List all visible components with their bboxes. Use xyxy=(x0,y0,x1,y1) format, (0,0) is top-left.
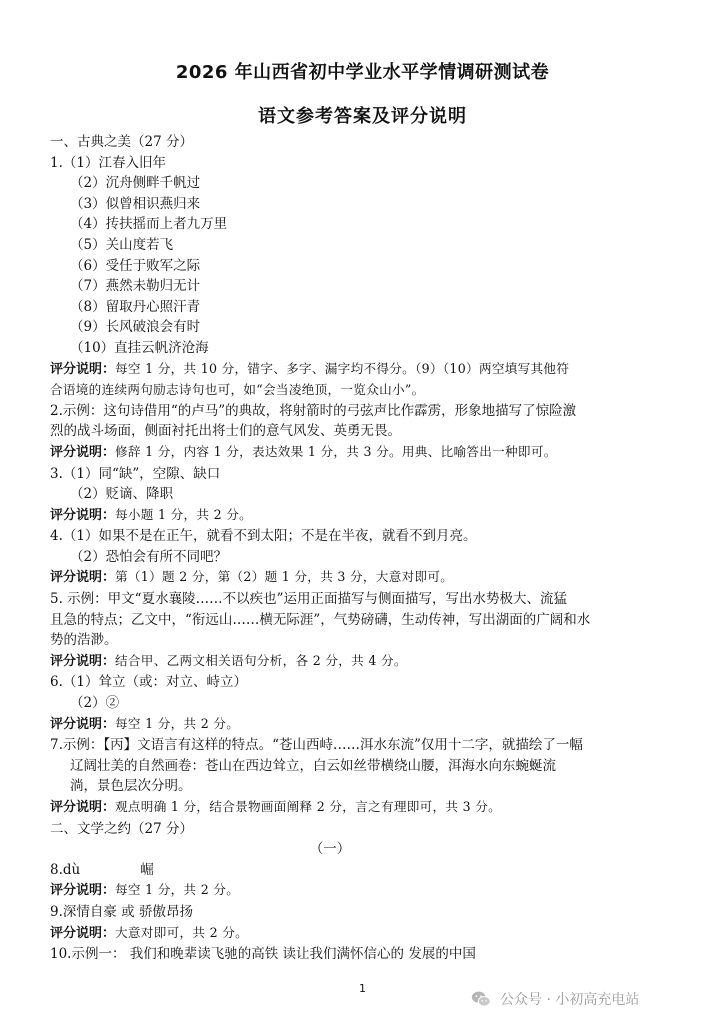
wechat-icon xyxy=(470,988,492,1010)
scoring-note-line xyxy=(50,714,610,736)
answer-line: （2）② xyxy=(70,695,120,712)
scoring-note-label: 评分说明： xyxy=(50,716,116,732)
scoring-note-text: 大意对即可，共 2 分。 xyxy=(115,924,248,940)
answer-line: 6.（1）耸立（或：对立、峙立） xyxy=(50,674,247,691)
answer-line: （9）长风破浪会有时 xyxy=(70,319,201,336)
scoring-note-line xyxy=(50,442,610,464)
scoring-note-label: 评分说明： xyxy=(50,800,116,815)
answer-line: （8）留取丹心照汗青 xyxy=(70,298,201,315)
scoring-note-label: 评分说明： xyxy=(50,883,116,899)
scoring-note-text: 合语境的连续两句励志诗句也可，如“会当凌绝顶，一览众山小”。 xyxy=(50,382,425,398)
scoring-note-text: 观点明确 1 分，结合景物画面阐释 2 分，言之有理即可，共 3 分。 xyxy=(115,799,502,814)
scoring-note-label: 评分说明： xyxy=(50,507,116,523)
answer-text: 8.dù xyxy=(50,861,81,878)
scoring-note-label: 评分说明： xyxy=(50,361,116,377)
scoring-note-text: 每小题 1 分，共 2 分。 xyxy=(115,506,253,522)
answer-text: 崛 xyxy=(140,861,154,878)
watermark-text: 公众号 · 小初高充电站 xyxy=(500,992,640,1008)
answer-line: 2.示例：这句诗借用“的卢马”的典故，将射箭时的弓弦声比作霹雳，形象地描写了惊险激 xyxy=(50,402,577,419)
answer-line: 二、文学之约（27 分） xyxy=(50,820,193,837)
scoring-note-line xyxy=(50,797,610,819)
answer-line: （5）关山度若飞 xyxy=(70,236,174,253)
document-title: 2026 年山西省初中学业水平学情调研测试卷 xyxy=(175,62,550,83)
answer-line: 10.示例一： 我们和晚辈读飞驰的高铁 读让我们满怀信心的 发展的中国 xyxy=(50,946,476,963)
scoring-note-label: 评分说明： xyxy=(50,653,116,669)
answer-line: 势的浩渺。 xyxy=(50,632,118,649)
answer-line: 淌，景色层次分明。 xyxy=(70,778,192,795)
answer-line: （2）恐怕会有所不同吧？ xyxy=(70,548,228,565)
answer-line: （7）燕然未勒归无计 xyxy=(70,278,201,295)
page-number: 1 xyxy=(359,982,366,995)
scoring-note-line xyxy=(50,359,610,381)
answer-line: （4）抟扶摇而上者九万里 xyxy=(70,216,228,233)
scoring-note-label: 评分说明： xyxy=(50,444,116,460)
scoring-note-label: 评分说明： xyxy=(50,925,116,941)
answer-line: （一） xyxy=(309,841,351,858)
answer-line xyxy=(50,860,610,881)
answer-line: （2）贬谪、降职 xyxy=(70,486,174,503)
answer-line: 9.深情自豪 或 骄傲昂扬 xyxy=(50,903,193,920)
answer-line: 5. 示例：甲文“夏水襄陵……不以疾也”运用正面描写与侧面描写，写出水势极大、流猛 xyxy=(50,591,567,608)
scoring-note-text: 每空 1 分，共 2 分。 xyxy=(115,715,240,731)
scoring-note-text: 结合甲、乙两文相关语句分析，各 2 分，共 4 分。 xyxy=(115,652,407,668)
scoring-note-line xyxy=(50,923,610,945)
scoring-note-label: 评分说明： xyxy=(50,570,116,586)
answer-line: （10）直挂云帆济沧海 xyxy=(70,339,209,356)
answer-line: 且急的特点；乙文中，“衔远山……横无际涯”，气势磅礴，生动传神，写出湖面的广阔和水 xyxy=(50,611,591,628)
answer-line: （3）似曾相识燕归来 xyxy=(70,195,201,212)
scoring-note-line xyxy=(50,880,610,902)
scoring-note-text: 修辞 1 分，内容 1 分，表达效果 1 分，共 3 分。用典、比喻答出一种即可。 xyxy=(115,443,557,459)
answer-line: 3.（1）同“缺”，空隙、缺口 xyxy=(50,465,221,482)
scoring-note-line xyxy=(50,651,610,673)
answer-line: （6）受任于败军之际 xyxy=(70,257,201,274)
scoring-note-text: 第（1）题 2 分，第（2）题 1 分，共 3 分，大意对即可。 xyxy=(115,569,454,585)
answer-line: 烈的战斗场面，侧面衬托出将士们的意气风发、英勇无畏。 xyxy=(50,423,401,440)
answer-content xyxy=(50,132,610,965)
scoring-note-line xyxy=(50,505,610,527)
answer-line: （2）沉舟侧畔千帆过 xyxy=(70,175,201,192)
scoring-note-text: 每空 1 分，共 10 分，错字、多字、漏字均不得分。（9）（10）两空填写其他符 xyxy=(115,360,570,376)
scoring-note-text: 每空 1 分，共 2 分。 xyxy=(115,882,240,898)
answer-line: 辽阔壮美的自然画卷：苍山在西边耸立，白云如丝带横绕山腰，洱海水向东蜿蜒流 xyxy=(70,757,556,774)
answer-line: 7.示例：【丙】文语言有这样的特点。“苍山西峙……洱水东流”仅用十二字，就描绘了一幅 xyxy=(50,737,583,754)
answer-line: 1.（1）江春入旧年 xyxy=(50,154,166,171)
answer-line: 4.（1）如果不是在正午，就看不到太阳；不是在半夜，就看不到月亮。 xyxy=(50,528,477,545)
answer-line: 一、古典之美（27 分） xyxy=(50,134,193,150)
scoring-note-line xyxy=(50,567,610,589)
watermark xyxy=(470,988,639,1010)
document-subtitle: 语文参考答案及评分说明 xyxy=(258,106,467,127)
